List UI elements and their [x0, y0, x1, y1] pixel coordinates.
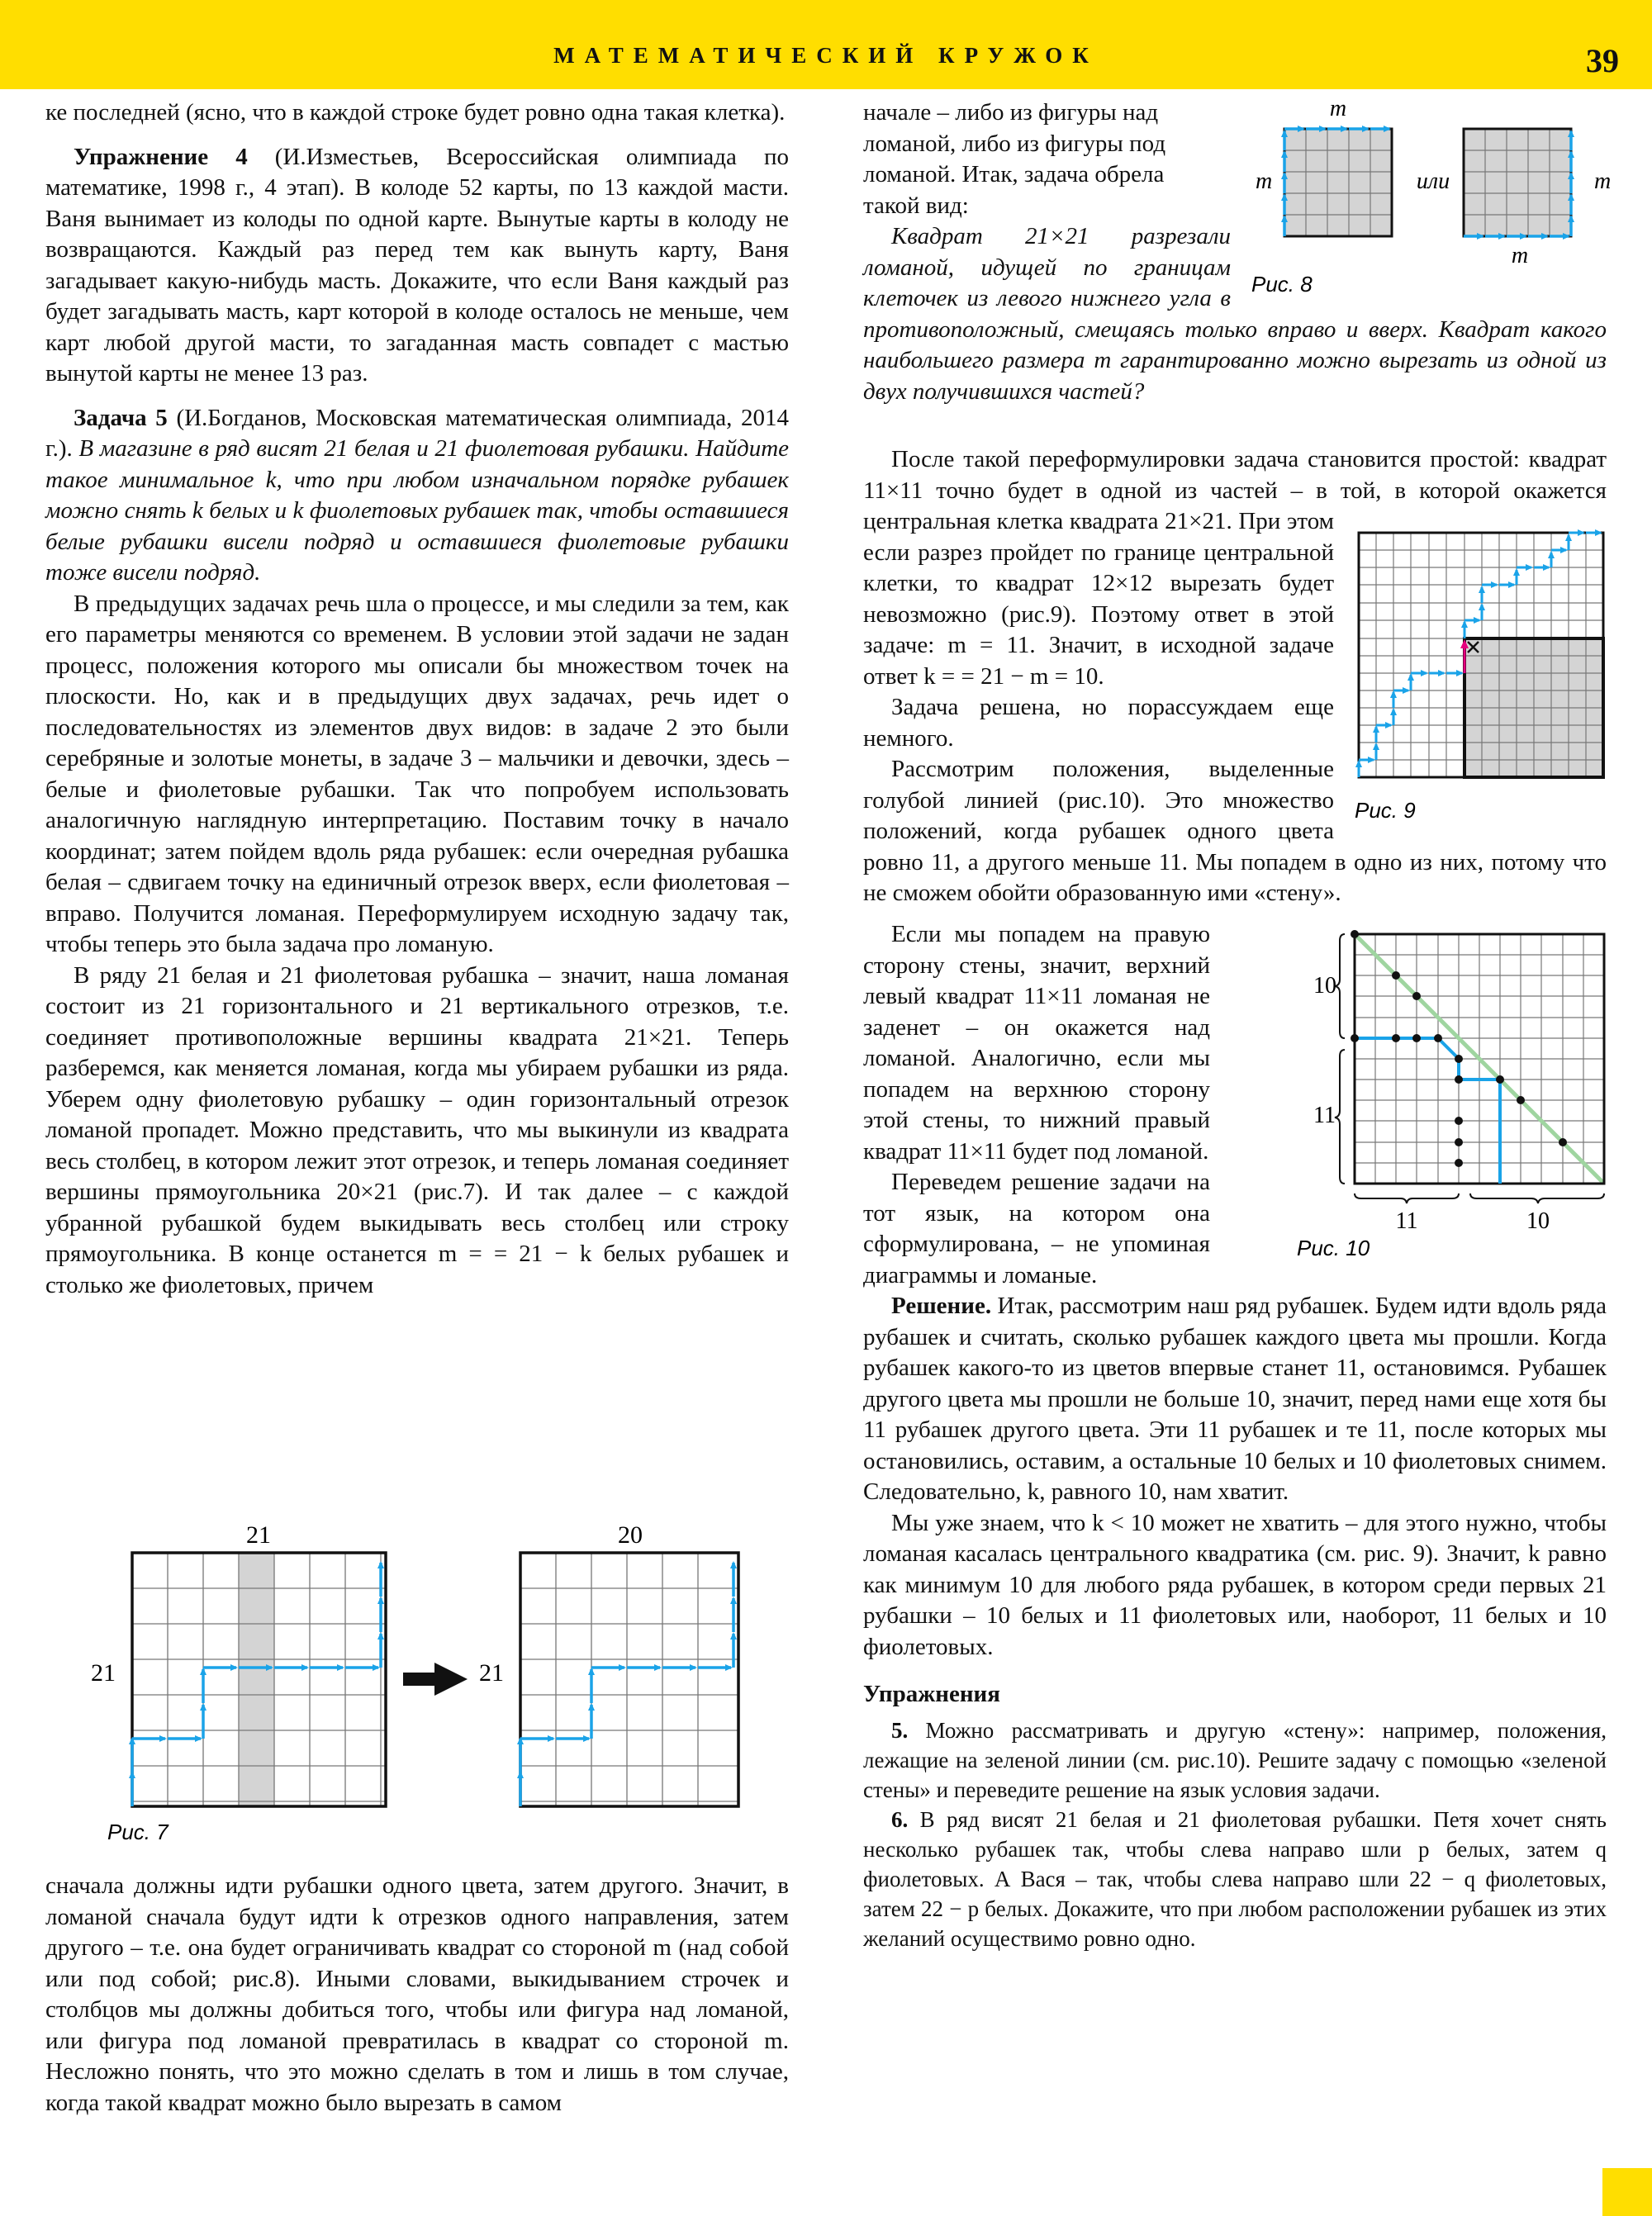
solution — [863, 1291, 1607, 1508]
page-edge-tab — [1602, 2168, 1652, 2216]
figure-10-svg — [1289, 929, 1635, 1276]
fig8-right-square — [1464, 129, 1571, 236]
page-header — [0, 0, 1652, 89]
fig10-label-10-bottom: 10 — [1526, 1208, 1550, 1234]
fig7-right-grid — [520, 1553, 738, 1806]
left-column-bottom — [45, 1871, 789, 2119]
paragraph: сначала должны идти рубашки одного цвета, затем другого. Значит, в ломаной сначала будут идти k отрезков одного направления, затем другого – т.е. она будет ограничивать квадрат со стороной m (над собой или под собой; рис.8). Иными словами, выкидыванием строчек и столбцов мы должны добиться того, чтобы или фигура над ломаной, или фигура под ломаной превратилась в квадрат со стороной m. Несложно понять, что это можно сделать в том и лишь в том случае, когда такой квадрат можно было вырезать в самом — [45, 1872, 789, 2116]
exercise-5 — [863, 1715, 1607, 1805]
exercise-6-text: В ряд висят 21 белая и 21 фиолетовая рубашки. Петя хочет снять несколько рубашек так, чтобы слева направо шли p белых, затем q фиолетовых. А Вася – так, чтобы слева направо шли 22 − q фиолетовых, затем 22 − p белых. Докажите, что при любом расположении рубашек из этих желаний осуществимо ровно одно. — [863, 1806, 1607, 1951]
paragraph: Рассмотрим положения, выделенные голубой линией (рис.10). Это множество положений, когда рубашек одного цвета ровно 11, а другого меньше 11. Мы попадем в одно из них, потому что не сможем обойти образованную ими «стену». — [863, 756, 1607, 906]
fig8-m-right: m — [1594, 168, 1612, 194]
solution-text: Итак, рассмотрим наш ряд рубашек. Будем идти вдоль ряда рубашек и считать, сколько рубашек каждого цвета мы прошли. Когда рубашек какого-то из цветов впервые станет 11, остановимся. Рубашек другого цвета мы прошли не больше 10, значит, перед нами еще хотя бы 11 рубашек другого цвета. Эти 11 рубашек и те 11, после которых мы остановились, оставим, а остальные 10 белых и 10 фиолетовых снимем. Следовательно, k, равного 10, нам хватит. — [863, 1293, 1607, 1505]
fig7-left-grid — [132, 1553, 386, 1806]
solution-title: Решение. — [891, 1293, 992, 1319]
figure-10 — [1289, 929, 1635, 1276]
problem-5-text: В магазине в ряд висят 21 белая и 21 фиолетовая рубашки. Найдите такое минимальное k, что при любом изначальном порядке рубашек можно снять k белых и k фиолетовых рубашек так, чтобы оставшиеся белые рубашки висели подряд и оставшиеся фиолетовые рубашки тоже висели подряд. — [45, 435, 790, 586]
problem-5 — [45, 403, 789, 589]
fig7-right-top-label: 20 — [618, 1521, 643, 1549]
fig10-label-10-left: 10 — [1313, 973, 1336, 999]
exercise-4-text: В колоде 52 карты, по 13 каждой масти. Ваня вынимает из колоды по одной карте. Вынутые карты в колоду не возвращаются. Каждый раз перед тем как вынуть карту, Ваня загадывает какую-нибудь масть. Докажите, что если Ваня каждый раз будет загадывать масть, карт которой в колоде осталось не меньше, чем карт любой другой масти, то загаданная масть совпадет с мастью вынутой карты не менее 13 раз. — [45, 174, 789, 387]
fig8-m-top: m — [1329, 96, 1347, 121]
figure-7-svg — [83, 1511, 793, 1850]
restated-problem — [863, 221, 1607, 407]
paragraph: Если мы попадем на правую сторону стены, значит, верхний левый квадрат 11×11 ломаная не заденет – он окажется над ломаной. Аналогично, если мы попадем на верхнюю сторону этой стены, то нижний правый квадрат 11×11 будет под ломаной. — [863, 921, 1210, 1165]
left-column-top — [45, 97, 789, 1301]
fig9-caption: Рис. 9 — [1355, 798, 1416, 823]
restated-problem-text: Квадрат 21×21 разрезали ломаной, идущей по границам клеточек из левого нижнего угла в противоположный, смещаясь только вправо и вверх. Квадрат какого наибольшего размера m гарантированно можно вырезать из одной из двух получившихся частей? — [863, 223, 1607, 405]
paragraph: начале – либо из фигуры над ломаной, либо из фигуры под ломаной. Итак, задача обрела такой вид: — [863, 99, 1166, 219]
fig10-label-11-bottom: 11 — [1395, 1208, 1418, 1234]
paragraph: В ряду 21 белая и 21 фиолетовая рубашка – значит, наша ломаная состоит из 21 горизонтального и 21 вертикального отрезков, т.е. соединяет противоположные вершины квадрата 21×21. Теперь разберемся, как меняется ломаная, когда мы убираем рубашки из ряда. Уберем одну фиолетовую рубашку – один горизонтальный отрезок ломаной пропадет. Можно представить, что мы выкинули из квадрата весь столбец, в котором лежит этот отрезок, и теперь ломаная соединяет вершины прямоугольника 20×21 (рис.7). И так далее – с каждой убранной рубашкой будем выкидывать весь столбец или строку прямоугольника. В конце останется m = = 21 − k белых рубашек и столько же фиолетовых, причем — [45, 961, 789, 1298]
paragraph: Мы уже знаем, что k < 10 может не хватить – для этого нужно, чтобы ломаная касалась центрального квадратика (см. рис. 9). Значит, k равно как минимум 10 для любого ряда рубашек, в котором среди первых 21 рубашки – 10 белых и 11 фиолетовых или, наоборот, 11 белых и 10 фиолетовых. — [863, 1509, 1607, 1660]
exercise-5-text: Можно рассматривать и другую «стену»: например, положения, лежащие на зеленой линии (см. рис.10). Решите задачу с помощью «зеленой стены» и переведите решение на язык условия задачи. — [863, 1717, 1607, 1802]
problem-5-source: (И.Богданов, Московская математическая олимпиада, 2014 г.). — [45, 404, 789, 462]
header-title: МАТЕМАТИЧЕСКИЙ КРУЖОК — [553, 43, 1099, 68]
exercises-title: Упражнения — [863, 1681, 1000, 1707]
paragraph: Переведем решение задачи на тот язык, на котором она сформулирована, – не упоминая диаграммы и ломаные. — [863, 1169, 1210, 1288]
figure-7 — [83, 1511, 793, 1850]
fig7-left-top-label: 21 — [246, 1521, 271, 1549]
paragraph: Задача решена, но порассуждаем еще немного. — [863, 694, 1334, 752]
paragraph: В предыдущих задачах речь шла о процессе, и мы следили за тем, как его параметры меняются со временем. В условии этой задачи не задан процесс, положения которого мы описали бы множеством точек на плоскости. Но, как и в предыдущих двух задачах, речь идет о последовательностях из элементов двух видов: в задаче 2 это были серебряные и золотые монеты, в задаче 3 – мальчики и девочки, здесь – белые и фиолетовые рубашки. Так что попробуем использовать аналогичную наглядную интерпретацию. Поставим точку в начало координат; затем пойдем вдоль ряда рубашек: если очередная рубашка белая – сдвигаем точку на единичный отрезок вверх, если фиолетовая – вправо. Получится ломаная. Переформулируем исходную задачу так, чтобы теперь это была задача про ломаную. — [45, 590, 789, 957]
fig8-left-square — [1284, 129, 1392, 236]
paragraph: После такой переформулировки задача становится простой: квадрат 11×11 точно будет в одной из частей – в той, в которой окажется центральная клетка квадрата 21×21. При этом если разрез пройдет по границе центральной клетки, то квадрат 12×12 вырезать будет невозможно (рис.9). Поэтому ответ в этой задаче: m = 11. Значит, в исходной задаче ответ k = = 21 − m = 10. — [863, 446, 1607, 690]
fig8-m-bottom: m — [1511, 243, 1529, 268]
paragraph: ке последней (ясно, что в каждой строке будет ровно одна такая клетка). — [45, 99, 786, 126]
figure-9-svg — [1355, 529, 1619, 826]
fig7-caption: Рис. 7 — [107, 1820, 169, 1844]
fig8-caption: Рис. 8 — [1251, 272, 1313, 297]
fig10-label-11-left: 11 — [1313, 1103, 1336, 1128]
figure-9 — [1355, 529, 1619, 826]
fig8-or: или — [1416, 168, 1450, 194]
exercise-4-title: Упражнение 4 — [74, 143, 248, 170]
exercise-4 — [45, 142, 789, 390]
right-column-a — [863, 97, 1227, 221]
fig7-transform-arrow — [403, 1663, 468, 1696]
fig8-m-left: m — [1256, 168, 1273, 194]
problem-5-title: Задача 5 — [74, 404, 168, 431]
exercise-6-number: 6. — [891, 1806, 909, 1832]
exercise-5-number: 5. — [891, 1717, 909, 1743]
page-number: 39 — [1586, 42, 1619, 79]
exercise-6 — [863, 1805, 1607, 1953]
fig7-right-side-label: 21 — [479, 1659, 504, 1687]
exercise-4-source: (И.Изместьев, Всероссийская олимпиада по математике, 1998 г., 4 этап). — [45, 143, 790, 201]
fig7-left-side-label: 21 — [91, 1659, 116, 1687]
fig10-caption: Рис. 10 — [1297, 1236, 1370, 1260]
